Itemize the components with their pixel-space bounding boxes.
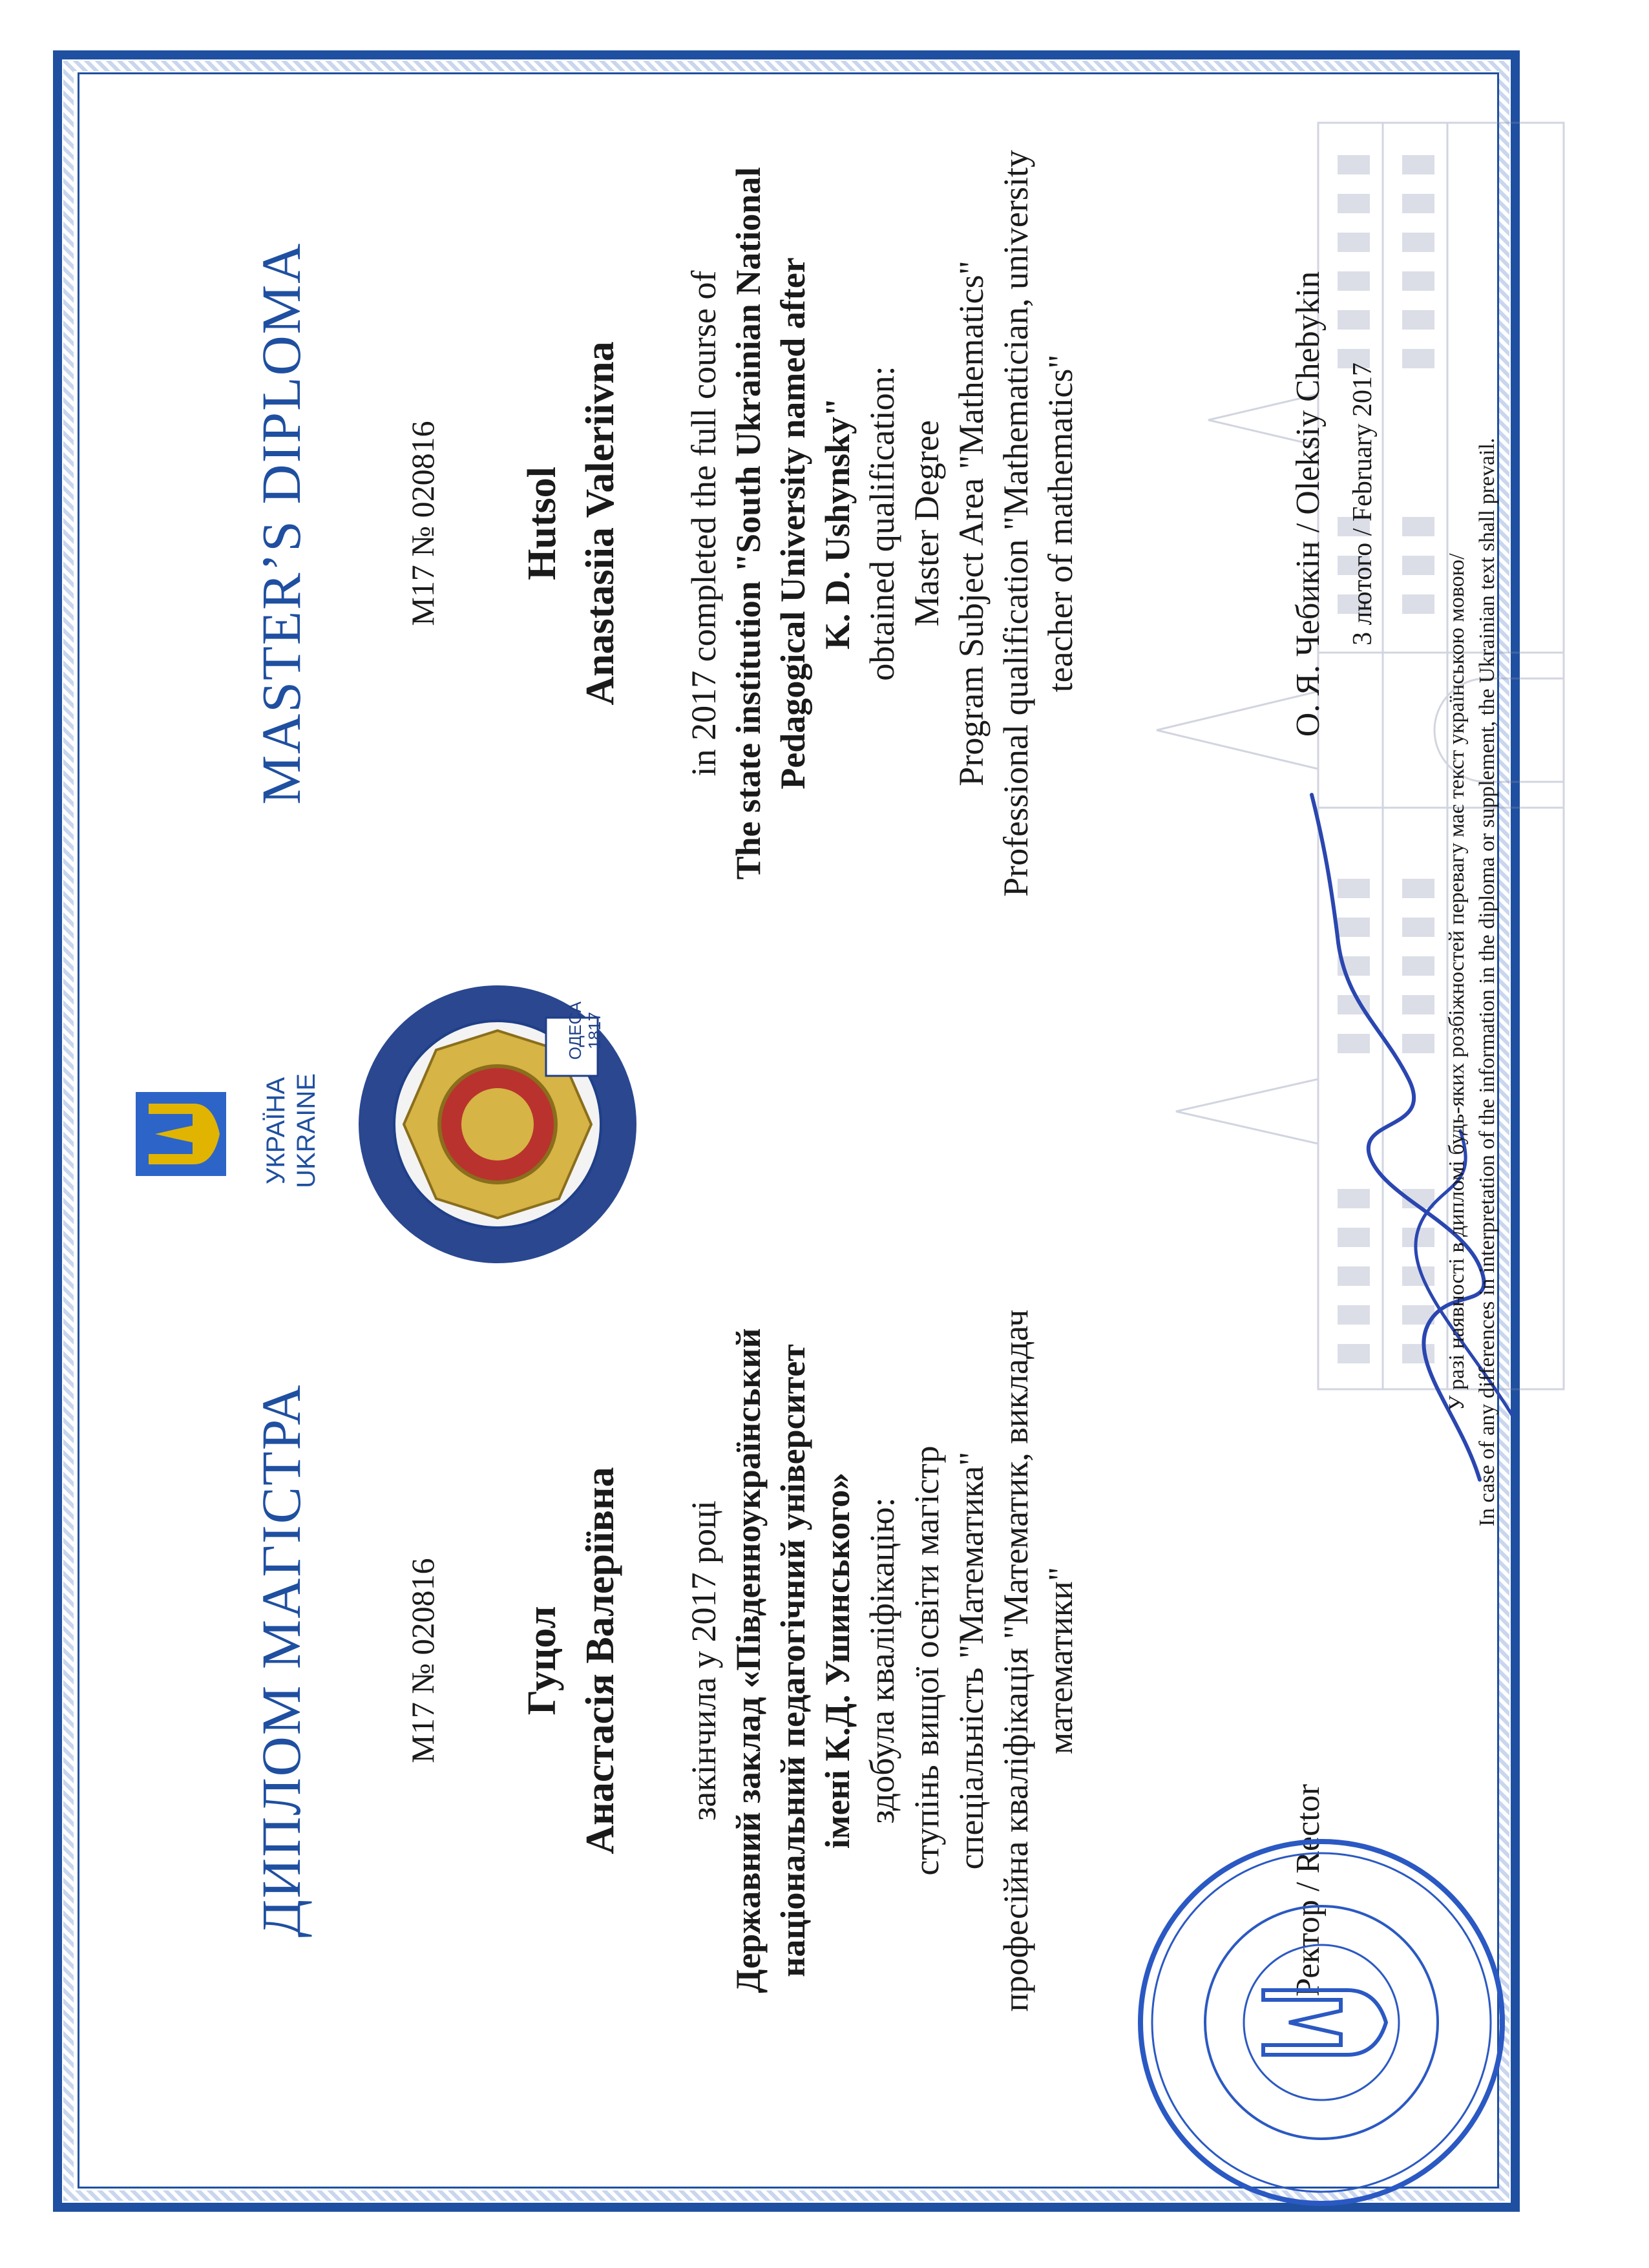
- degree-ua: ступінь вищої освіти магістр: [907, 1445, 946, 1876]
- rector-name: О. Я. Чебикін / Oleksiy Chebykin: [1290, 271, 1327, 737]
- graduate-surname-en: Hutsol: [520, 467, 564, 580]
- completed-en: in 2017 completed the full course of: [684, 270, 723, 777]
- institution-ua-line1: Державний заклад «Південноукраїнський: [729, 1328, 768, 1993]
- graduate-surname-ua: Гуцол: [520, 1606, 564, 1716]
- rector-title: Ректор / Rector: [1290, 1784, 1327, 1997]
- obtained-ua: здобула кваліфікацію:: [863, 1497, 901, 1824]
- professional-en-line2: teacher of mathematics": [1041, 354, 1080, 693]
- professional-ua-line2: математики": [1041, 1567, 1080, 1754]
- diploma-title-en: MASTER’S DIPLOMA: [250, 242, 312, 805]
- disclaimer-ua: У разі наявності в дипломі будь-яких розбіжностей перевагу має текст українською мовою/: [1445, 553, 1469, 1411]
- institution-en-line3: K. D. Ushynsky": [818, 397, 857, 650]
- institution-en-line2: Pedagogical University named after: [773, 257, 812, 790]
- institution-en-line1: The state institution "South Ukrainian National: [729, 167, 768, 880]
- official-seal: [1128, 1829, 1515, 2216]
- diploma-title-ua: ДИПЛОМ МАГІСТРА: [250, 1383, 312, 1938]
- completed-ua: закінчила у 2017 році: [684, 1500, 723, 1821]
- professional-ua-line1: професійна кваліфікація "Математик, викладач: [996, 1309, 1035, 2012]
- disclaimer-en: In case of any differences in interpretation of the information in the diploma or supplement, the Ukrainian text shall prevail.: [1475, 437, 1499, 1527]
- degree-en: Master Degree: [907, 420, 946, 627]
- institution-ua-line2: національний педагогічний університет: [773, 1344, 812, 1977]
- emblem-year: 1817: [585, 1012, 604, 1049]
- ukraine-trident-icon: [136, 1092, 226, 1176]
- obtained-en: obtained qualification:: [863, 366, 901, 681]
- graduate-given-names-ua: Анастасія Валеріївна: [578, 1467, 622, 1854]
- specialty-en: Program Subject Area "Mathematics": [952, 260, 991, 786]
- institution-ua-line3: імені К.Д. Ушинського»: [818, 1472, 857, 1849]
- emblem-city: ОДЕСА: [565, 1001, 585, 1060]
- specialty-ua: спеціальність "Математика": [952, 1451, 991, 1870]
- graduate-given-names-en: Anastasiia Valeriivna: [578, 341, 622, 706]
- diploma-number-ua: M17 № 020816: [404, 1558, 441, 1763]
- country-en-label: UKRAINE: [292, 1073, 320, 1188]
- professional-en-line1: Professional qualification "Mathematician, university: [996, 150, 1035, 897]
- country-ua-label: УКРАЇНА: [262, 1076, 290, 1185]
- diploma-number-en: M17 № 020816: [404, 421, 441, 626]
- issue-date: 3 лютого / February 2017: [1348, 362, 1378, 646]
